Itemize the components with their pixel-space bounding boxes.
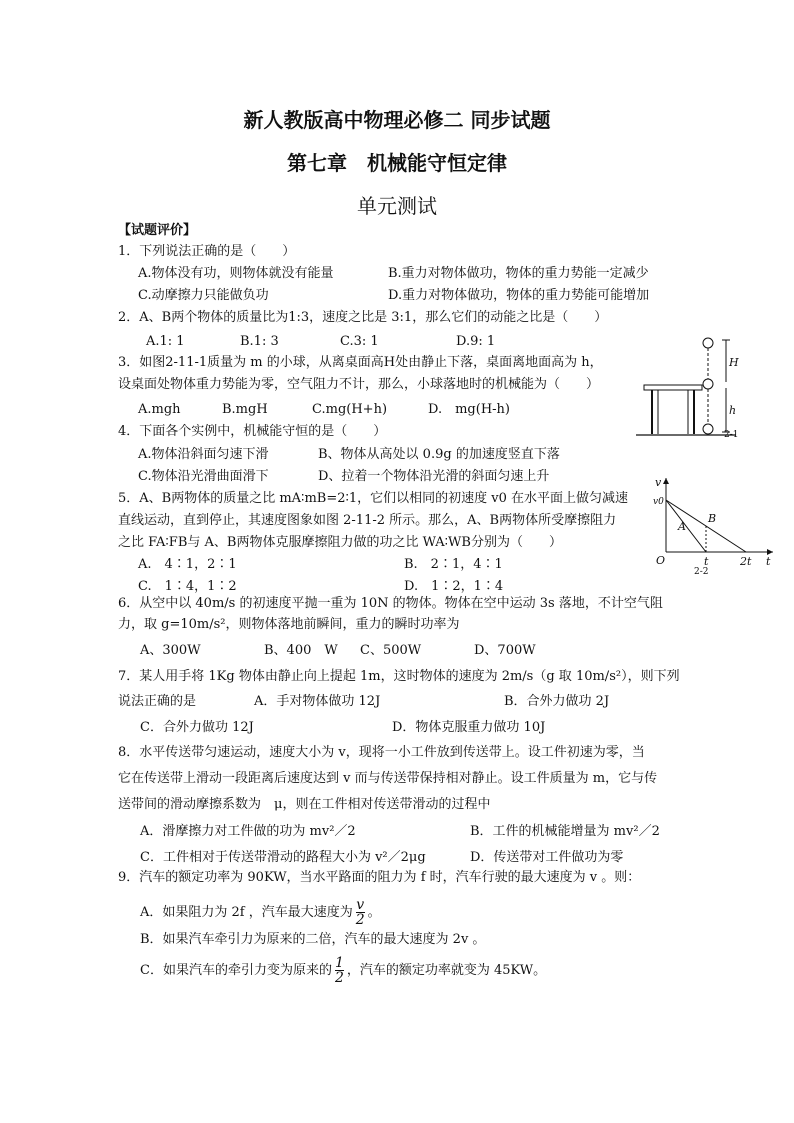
fraction-denominator: 2	[334, 970, 344, 986]
q1-option-d: D.重力对物体做功，物体的重力势能可能增加	[388, 288, 650, 303]
q2-option-b: B.1: 3	[240, 334, 279, 349]
label-v0: v0	[653, 497, 664, 507]
q2-stem: 2．A、B两个物体的质量比为1:3，速度之比是 3:1，那么它们的动能之比是（ ）	[118, 310, 608, 325]
tick-2t: 2t	[740, 555, 752, 568]
q6-stem-line1: 6．从空中以 40m/s 的初速度平抛一重为 10N 的物体。物体在空中运动 3s 落地，不计空气阻	[118, 596, 663, 611]
axis-v: v	[655, 476, 662, 489]
q9-option-a	[140, 896, 381, 930]
q9-a-tail: 。	[367, 905, 381, 920]
q9-stem: 9．汽车的额定功率为 90KW，当水平路面的阻力为 f 时，汽车行驶的最大速度为 v 。则：	[118, 870, 641, 885]
q8-option-a: A．滑摩擦力对工件做的功为 mv²／2	[140, 824, 356, 839]
q7-option-b: B．合外力做功 2J	[504, 694, 610, 709]
q1-option-a: A.物体没有功，则物体就没有能量	[138, 266, 334, 281]
q9-option-c	[140, 954, 546, 988]
q3-stem-line1: 3．如图2-11-1质量为 m 的小球，从离桌面高H处由静止下落，桌面离地面高为 h，	[118, 355, 603, 370]
q6-option-a: A、300W	[140, 643, 201, 658]
q1-stem: 1．下列说法正确的是（ ）	[118, 244, 296, 259]
q6-option-d: D、700W	[474, 643, 536, 658]
fraction-1-over-2	[335, 956, 344, 985]
q7-stem-line2: 说法正确的是	[118, 694, 197, 709]
q8-stem-line2: 它在传送带上滑动一段距离后速度达到 v 而与传送带保持相对静止。设工件质量为 m，它与传	[118, 771, 658, 786]
q8-option-d: D．传送带对工件做功为零	[470, 850, 624, 865]
figure-ball-table	[636, 334, 746, 440]
q7-option-a: A．手对物体做功 12J	[254, 694, 381, 709]
q3-option-b: B.mgH	[222, 402, 268, 417]
q4-option-d: D、拉着一个物体沿光滑的斜面匀速上升	[318, 469, 550, 484]
q4-stem: 4．下面各个实例中，机械能守恒的是（ ）	[118, 424, 387, 439]
fig1-caption: 2-1	[724, 430, 739, 440]
q5-stem-line3: 之比 FA∶FB与 A、B两物体克服摩擦阻力做的功之比 WA∶WB分别为（ ）	[118, 535, 562, 550]
fraction-numerator: 1	[334, 955, 344, 971]
q1-option-c: C.动摩擦力只能做负功	[138, 288, 269, 303]
q5-option-d: D. 1∶2，1∶4	[404, 579, 504, 594]
q9-c-text: C．如果汽车的牵引力变为原来的	[140, 963, 332, 978]
q6-option-b: B、400 W	[264, 643, 338, 658]
q5-stem-line1: 5．A、B两物体的质量之比 mA∶mB=2∶1，它们以相同的初速度 v0 在水平面上做匀减速	[118, 491, 629, 506]
q7-option-d: D．物体克服重力做功 10J	[392, 720, 546, 735]
origin-label: O	[656, 554, 666, 567]
q3-option-a: A.mgh	[138, 402, 181, 417]
q2-option-c: C.3: 1	[340, 334, 379, 349]
q3-option-c: C.mg(H+h)	[312, 402, 388, 417]
q4-option-b: B、物体从高处以 0.9g 的加速度竖直下落	[318, 447, 560, 462]
q9-c-tail: ，汽车的额定功率就变为 45KW。	[346, 963, 547, 978]
q7-option-c: C．合外力做功 12J	[140, 720, 254, 735]
fig2-caption: 2-2	[694, 567, 709, 577]
main-title: 新人教版高中物理必修二 同步试题	[243, 108, 551, 132]
fraction-denominator: 2	[355, 912, 365, 928]
q2-option-a: A.1: 1	[146, 334, 185, 349]
q3-option-d: D. mg(H-h)	[428, 402, 510, 417]
q5-stem-line2: 直线运动，直到停止，其速度图象如图 2-11-2 所示。那么，A、B两物体所受摩擦阻力	[118, 513, 617, 528]
q7-stem-line1: 7．某人用手将 1Kg 物体由静止向上提起 1m，这时物体的速度为 2m/s（g 取 10m/s²），则下列	[118, 669, 680, 684]
q8-option-b: B．工件的机械能增量为 mv²／2	[470, 824, 660, 839]
fraction-v-over-2	[356, 898, 365, 927]
q2-option-d: D.9: 1	[456, 334, 496, 349]
fraction-numerator: v	[356, 897, 365, 913]
q8-stem-line3: 送带间的滑动摩擦系数为 μ，则在工件相对传送带滑动的过程中	[118, 797, 491, 812]
q9-a-text: A．如果阻力为 2f ，汽车最大速度为	[140, 905, 353, 920]
q5-option-b: B. 2∶1，4∶1	[404, 557, 503, 572]
q3-stem-line2: 设桌面处物体重力势能为零，空气阻力不计，那么，小球落地时的机械能为（ ）	[118, 377, 600, 392]
q4-option-c: C.物体沿光滑曲面滑下	[138, 469, 269, 484]
q8-option-c: C．工件相对于传送带滑动的路程大小为 v²／2μg	[140, 850, 426, 865]
tick-t: t	[704, 555, 709, 568]
q6-stem-line2: 力，取 g=10m/s²，则物体落地前瞬间，重力的瞬时功率为	[118, 617, 460, 632]
q8-stem-line1: 8．水平传送带匀速运动，速度大小为 v，现将一小工件放到传送带上。设工件初速为零，当	[118, 745, 645, 760]
label-h: h	[729, 404, 737, 417]
q9-option-b: B．如果汽车牵引力为原来的二倍，汽车的最大速度为 2v 。	[140, 932, 486, 947]
q1-option-b: B.重力对物体做功，物体的重力势能一定减少	[388, 266, 649, 281]
q5-option-a: A. 4∶1，2∶1	[138, 557, 237, 572]
q5-option-c: C. 1∶4，1∶2	[138, 579, 237, 594]
figure-velocity-time-graph	[648, 474, 778, 578]
axis-t: t	[766, 555, 771, 568]
line-A-label: A	[678, 520, 686, 533]
label-H: H	[729, 356, 739, 369]
line-B-label: B	[708, 512, 717, 525]
unit-title: 单元测试	[357, 194, 437, 218]
q4-option-a: A.物体沿斜面匀速下滑	[138, 447, 269, 462]
chapter-title: 第七章 机械能守恒定律	[287, 151, 507, 175]
section-heading: 【试题评价】	[118, 223, 197, 238]
q6-option-c: C、500W	[360, 643, 422, 658]
